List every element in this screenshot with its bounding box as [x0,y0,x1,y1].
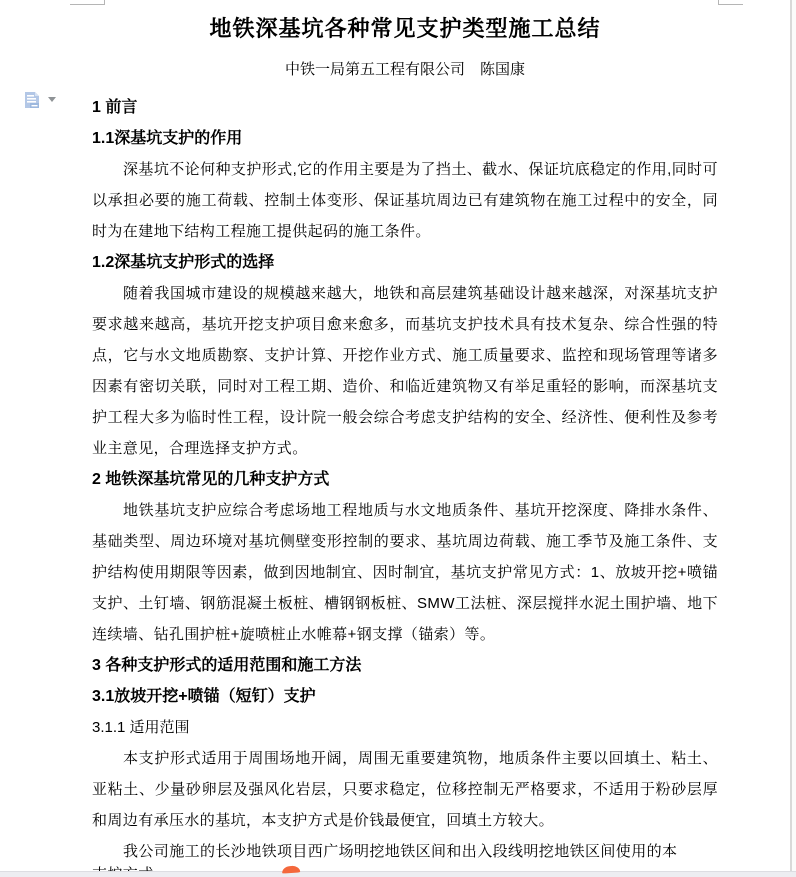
heading: 3.1.1 适用范围 [92,719,190,736]
cutoff-image-fragment [282,865,300,873]
document-body [92,92,718,877]
document-title: 地铁深基坑各种常见支护类型施工总结 [209,16,601,41]
paragraph: 我公司施工的长沙地铁项目西广场明挖地铁区间和出入段线明挖地铁区间使用的本 [123,843,678,860]
paragraph: 本支护形式适用于周围场地开阔，周围无重要建筑物，地质条件主要以回填土、粘土、亚粘土、少量砂卵层及强风化岩层，只要求稳定，位移控制无严格要求，不适用于粉砂层厚和周边有承压水的基坑，本支护方式是价钱最便宜，回填土方较大。 [92,750,718,829]
heading: 3.1放坡开挖+喷锚（短钉）支护 [92,688,316,705]
text-boundary-mark-top-left [70,4,105,5]
heading: 1 前言 [92,99,138,116]
heading: 1.2深基坑支护形式的选择 [92,254,275,271]
heading: 2 地铁深基坑常见的几种支护方式 [92,471,330,488]
text-boundary-mark-top-left-tick [104,0,105,5]
text-boundary-mark-top-right-tick [718,0,719,5]
document-byline: 中铁一局第五工程有限公司 陈国康 [284,61,525,78]
outside-page-strip [792,0,796,877]
document-content [92,8,718,877]
chevron-down-icon [48,97,56,102]
paragraph: 地铁基坑支护应综合考虑场地工程地质与水文地质条件、基坑开挖深度、降排水条件、基础类型、周边环境对基坑侧壁变形控制的要求、基坑周边荷载、施工季节及施工条件、支护结构使用期限等因素，做到因地制宜、因时制宜，基坑支护常见方式：1、放坡开挖+喷锚支护、土钉墙、钢筋混凝土板桩、槽钢钢板桩、SMW工法桩、深层搅拌水泥土围护墙、地下连续墙、钻孔围护桩+旋喷桩止水帷幕+钢支撑（锚索）等。 [92,502,718,643]
paste-options-button[interactable] [22,90,62,114]
heading: 3 各种支护形式的适用范围和施工方法 [92,657,362,674]
bottom-edge-band [0,871,796,877]
paragraph: 深基坑不论何种支护形式,它的作用主要是为了挡土、截水、保证坑底稳定的作用,同时可以承担必要的施工荷载、控制土体变形、保证基坑周边已有建筑物在施工过程中的安全，同时为在建地下结构工程施工提供起码的施工条件。 [92,161,718,240]
text-boundary-mark-top-right [718,4,743,5]
heading: 1.1深基坑支护的作用 [92,130,243,147]
paragraph: 随着我国城市建设的规模越来越大，地铁和高层建筑基础设计越来越深，对深基坑支护要求越来越高，基坑开挖支护项目愈来愈多，而基坑支护技术具有技术复杂、综合性强的特点，它与水文地质勘察、支护计算、开挖作业方式、施工质量要求、监控和现场管理等诸多因素有密切关联，同时对工程工期、造价、和临近建筑物又有举足重轻的影响，而深基坑支护工程大多为临时性工程，设计院一般会综合考虑支护结构的安全、经济性、便利性及参考业主意见，合理选择支护方式。 [92,285,718,457]
